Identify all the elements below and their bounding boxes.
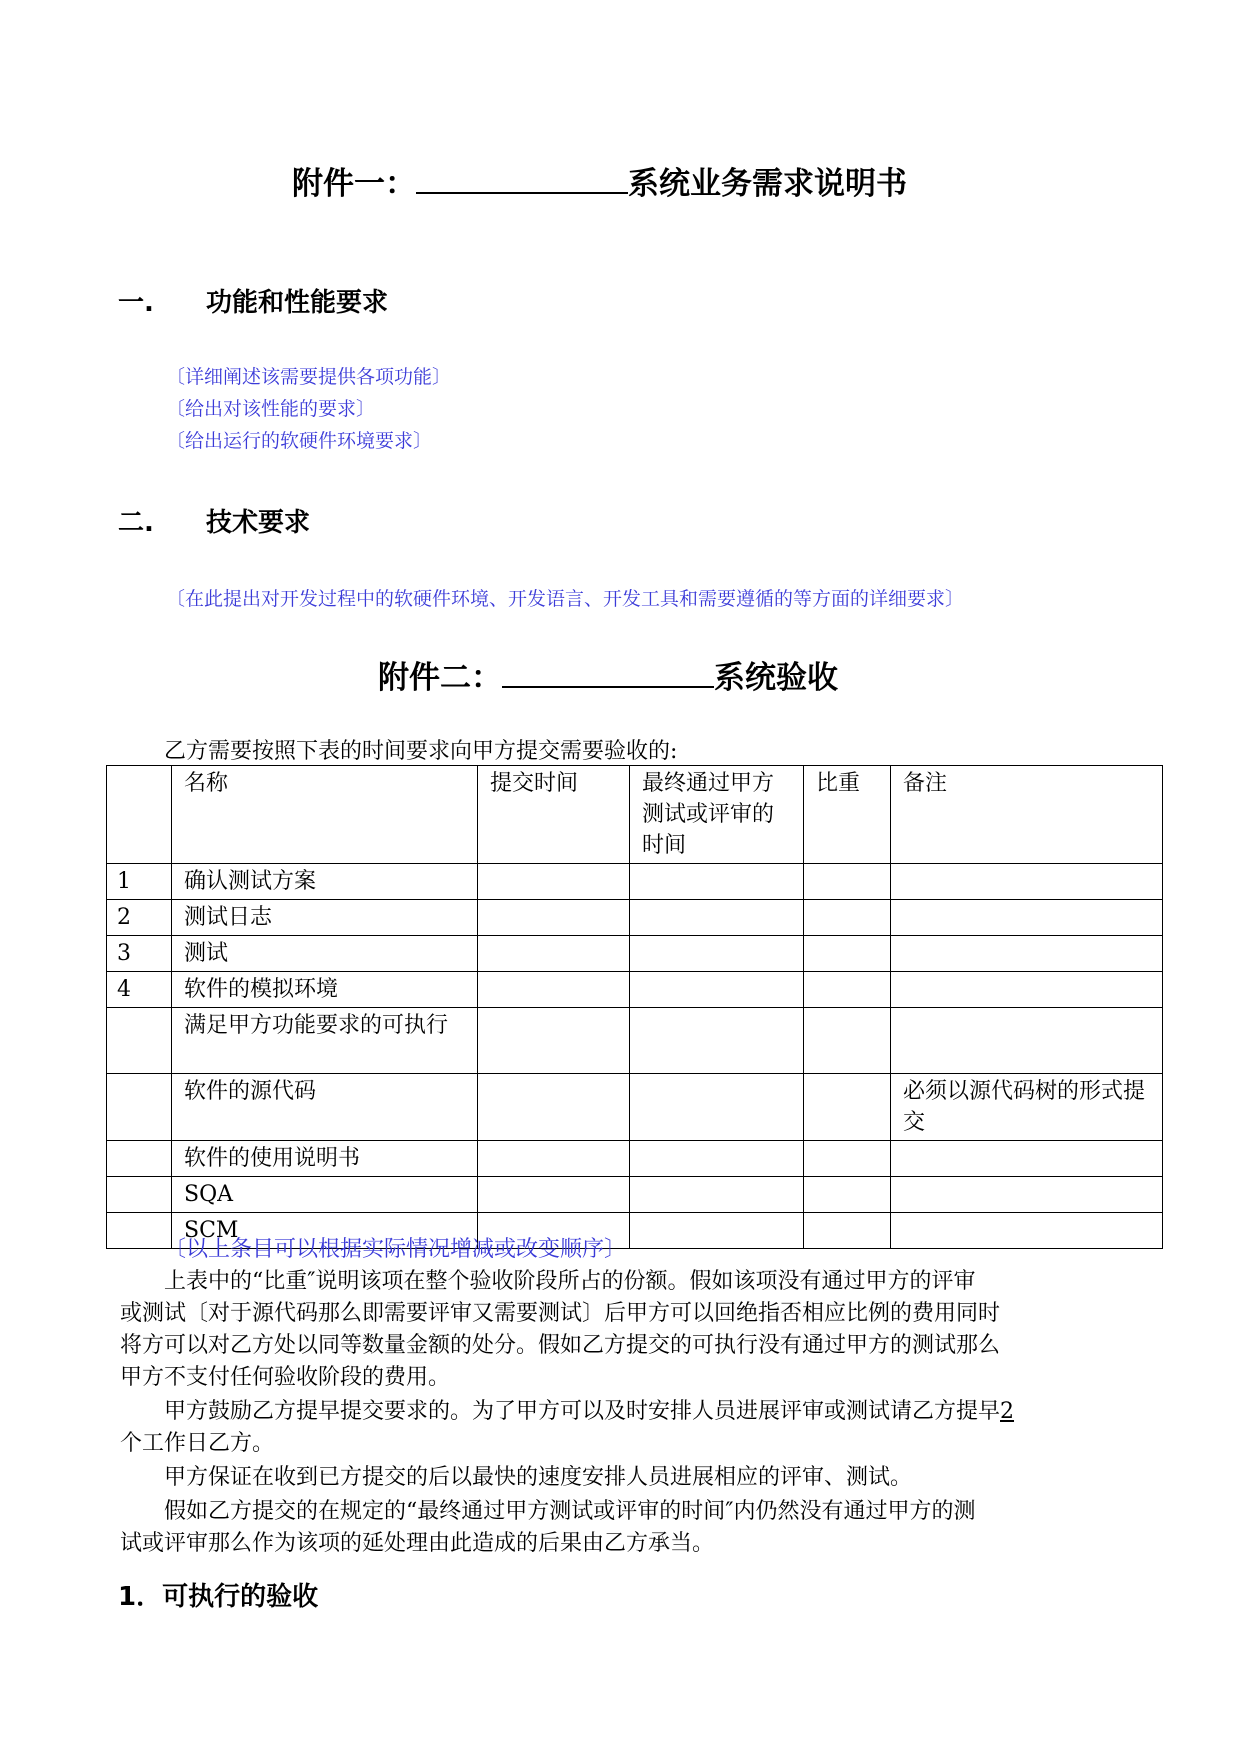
row-name: SCM	[172, 1213, 478, 1249]
section1-note-3: 〔给出运行的软硬件环境要求〕	[166, 430, 433, 452]
header-no	[107, 766, 172, 864]
table-note: 〔以上条目可以根据实际情况增减或改变顺序〕	[164, 1237, 627, 1262]
table-row	[107, 864, 1163, 900]
paragraph-weight-line-1: 上表中的“比重″说明该项在整个验收阶段所占的份额。假如该项没有通过甲方的评审	[164, 1269, 976, 1294]
row-remark[interactable]: 必须以源代码树的形式提交	[891, 1074, 1163, 1141]
header-name: 名称	[172, 766, 478, 864]
row-remark[interactable]	[891, 1177, 1163, 1213]
row-weight[interactable]	[804, 1213, 891, 1249]
table-row	[107, 1008, 1163, 1074]
row-submit-time[interactable]	[478, 1008, 630, 1074]
annex2-blank[interactable]	[502, 685, 714, 688]
row-final-pass-time[interactable]	[630, 936, 804, 972]
row-remark[interactable]	[891, 972, 1163, 1008]
row-name: 软件的模拟环境	[172, 972, 478, 1008]
table-header-row	[107, 766, 1163, 864]
row-remark[interactable]	[891, 1213, 1163, 1249]
row-name: 软件的源代码	[172, 1074, 478, 1141]
row-remark[interactable]	[891, 1008, 1163, 1074]
header-remark: 备注	[891, 766, 1163, 864]
paragraph-overdue-line-2: 试或评审那么作为该项的延处理由此造成的后果由乙方承当。	[120, 1531, 715, 1556]
row-weight[interactable]	[804, 1074, 891, 1141]
annex1-blank[interactable]	[416, 191, 628, 194]
row-remark[interactable]	[891, 900, 1163, 936]
row-remark[interactable]	[891, 864, 1163, 900]
header-submit-time: 提交时间	[478, 766, 630, 864]
row-no: 3	[107, 936, 172, 972]
row-name: 确认测试方案	[172, 864, 478, 900]
paragraph-early-submit-text: 甲方鼓励乙方提早提交要求的。为了甲方可以及时安排人员进展评审或测试请乙方提早	[164, 1399, 1001, 1424]
paragraph-early-submit-line-2: 个工作日乙方。	[120, 1431, 275, 1456]
paragraph-early-submit-line-1	[164, 1394, 1014, 1425]
section1-title: 功能和性能要求	[206, 288, 389, 318]
paragraph-overdue-line-1: 假如乙方提交的在规定的“最终通过甲方测试或评审的时间″内仍然没有通过甲方的测	[164, 1499, 976, 1524]
row-name: 测试	[172, 936, 478, 972]
row-submit-time[interactable]	[478, 1074, 630, 1141]
section2-number: 二.	[118, 508, 154, 538]
annex2-suffix: 系统验收	[714, 660, 838, 696]
section2-title: 技术要求	[206, 508, 311, 538]
annex2-prefix: 附件二：	[378, 660, 502, 696]
row-name: 测试日志	[172, 900, 478, 936]
row-remark[interactable]	[891, 1141, 1163, 1177]
row-final-pass-time[interactable]	[630, 972, 804, 1008]
row-no	[107, 1008, 172, 1074]
row-no	[107, 1141, 172, 1177]
section1-note-1: 〔详细阐述该需要提供各项功能〕	[166, 366, 452, 388]
acceptance-intro: 乙方需要按照下表的时间要求向甲方提交需要验收的:	[164, 739, 678, 764]
row-weight[interactable]	[804, 864, 891, 900]
row-name: 软件的使用说明书	[172, 1141, 478, 1177]
row-final-pass-time[interactable]	[630, 1074, 804, 1141]
row-final-pass-time[interactable]	[630, 1213, 804, 1249]
paragraph-weight-line-3: 将方可以对乙方处以同等数量金额的处分。假如乙方提交的可执行没有通过甲方的测试那么	[120, 1333, 1001, 1358]
row-no	[107, 1074, 172, 1141]
row-no	[107, 1213, 172, 1249]
row-weight[interactable]	[804, 936, 891, 972]
row-remark[interactable]	[891, 936, 1163, 972]
section2-note: 〔在此提出对开发过程中的软硬件环境、开发语言、开发工具和需要遵循的等方面的详细要求〕	[166, 588, 965, 610]
annex1-title	[292, 158, 907, 203]
row-submit-time[interactable]	[478, 1141, 630, 1177]
paragraph-weight-line-4: 甲方不支付任何验收阶段的费用。	[120, 1365, 451, 1390]
row-final-pass-time[interactable]	[630, 1177, 804, 1213]
row-submit-time[interactable]	[478, 972, 630, 1008]
table-row	[107, 1141, 1163, 1177]
annex1-prefix: 附件一：	[292, 166, 416, 202]
row-no	[107, 1177, 172, 1213]
row-final-pass-time[interactable]	[630, 864, 804, 900]
annex2-title	[378, 652, 838, 697]
acceptance-table	[106, 765, 1163, 1249]
row-weight[interactable]	[804, 1177, 891, 1213]
section1-number: 一.	[118, 288, 154, 318]
table-row	[107, 972, 1163, 1008]
row-no: 2	[107, 900, 172, 936]
table-row	[107, 1074, 1163, 1141]
row-submit-time[interactable]	[478, 900, 630, 936]
table-row	[107, 900, 1163, 936]
row-no: 4	[107, 972, 172, 1008]
row-name: 满足甲方功能要求的可执行	[172, 1008, 478, 1074]
row-final-pass-time[interactable]	[630, 900, 804, 936]
paragraph-weight-line-2: 或测试〔对于源代码那么即需要评审又需要测试〕后甲方可以回绝指否相应比例的费用同时	[120, 1301, 1001, 1326]
row-weight[interactable]	[804, 1008, 891, 1074]
row-no: 1	[107, 864, 172, 900]
subsection-executable-acceptance: 1．可执行的验收	[118, 1582, 319, 1612]
row-weight[interactable]	[804, 1141, 891, 1177]
early-days-value[interactable]: 2	[1000, 1399, 1015, 1424]
row-final-pass-time[interactable]	[630, 1008, 804, 1074]
row-final-pass-time[interactable]	[630, 1141, 804, 1177]
row-weight[interactable]	[804, 900, 891, 936]
table-row	[107, 936, 1163, 972]
row-submit-time[interactable]	[478, 1177, 630, 1213]
row-submit-time[interactable]	[478, 864, 630, 900]
paragraph-guarantee: 甲方保证在收到已方提交的后以最快的速度安排人员进展相应的评审、测试。	[164, 1465, 913, 1490]
row-name: SQA	[172, 1177, 478, 1213]
row-submit-time[interactable]	[478, 936, 630, 972]
header-final-pass-time: 最终通过甲方测试或评审的时间	[630, 766, 804, 864]
table-row	[107, 1177, 1163, 1213]
section1-note-2: 〔给出对该性能的要求〕	[166, 398, 376, 420]
annex1-suffix: 系统业务需求说明书	[628, 166, 907, 202]
row-weight[interactable]	[804, 972, 891, 1008]
header-weight: 比重	[804, 766, 891, 864]
